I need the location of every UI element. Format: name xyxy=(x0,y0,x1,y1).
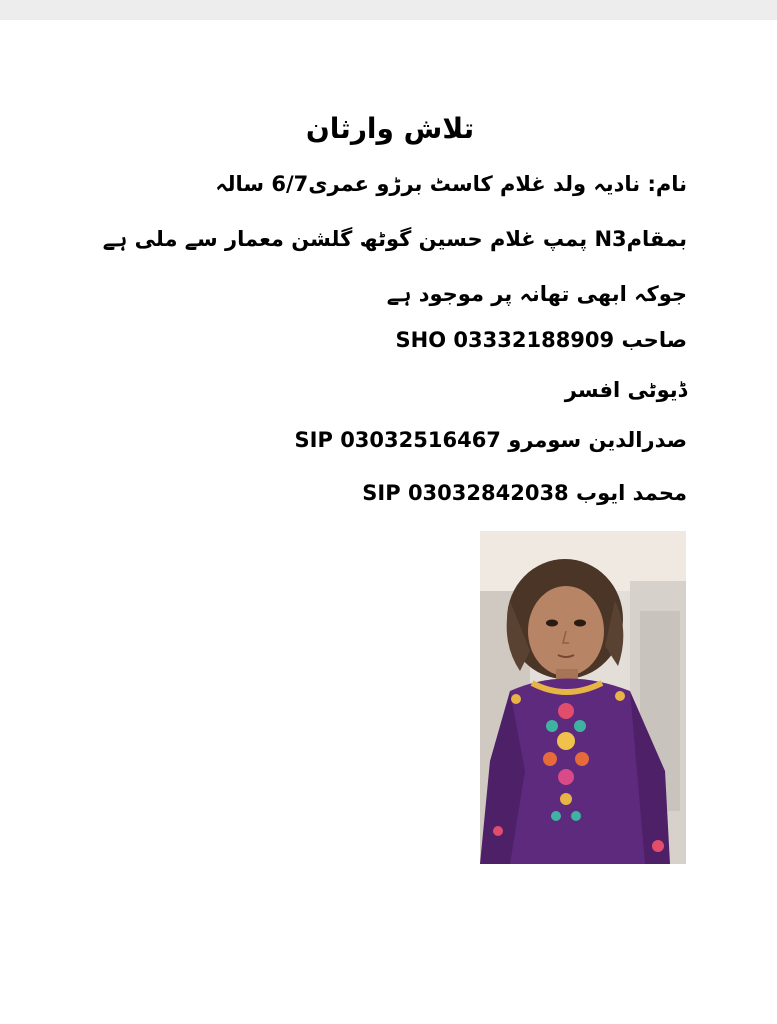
top-gray-band xyxy=(0,0,777,20)
child-photo-illustration xyxy=(480,531,686,864)
sho-contact-line: SHO صاحب 03332188909 xyxy=(395,328,687,352)
police-station-line: جوکہ ابھی تھانہ پر موجود ہے xyxy=(386,282,687,306)
child-photo xyxy=(480,531,686,864)
name-line: نام: نادیہ ولد غلام کاسٹ برڑو عمری6/7 سالہ xyxy=(215,172,687,196)
sip-contact-2: SIP محمد ایوب 03032842038 xyxy=(362,481,687,505)
duty-officer-heading: ڈیوٹی افسر xyxy=(564,378,687,402)
sip-contact-1: SIP صدرالدین سومرو 03032516467 xyxy=(294,428,687,452)
page-title: تلاش وارثان xyxy=(305,112,475,145)
location-line: بمقامN3 پمپ غلام حسین گوٹھ گلشن معمار سے ملی ہے xyxy=(102,227,687,251)
notice-page xyxy=(0,20,777,1024)
